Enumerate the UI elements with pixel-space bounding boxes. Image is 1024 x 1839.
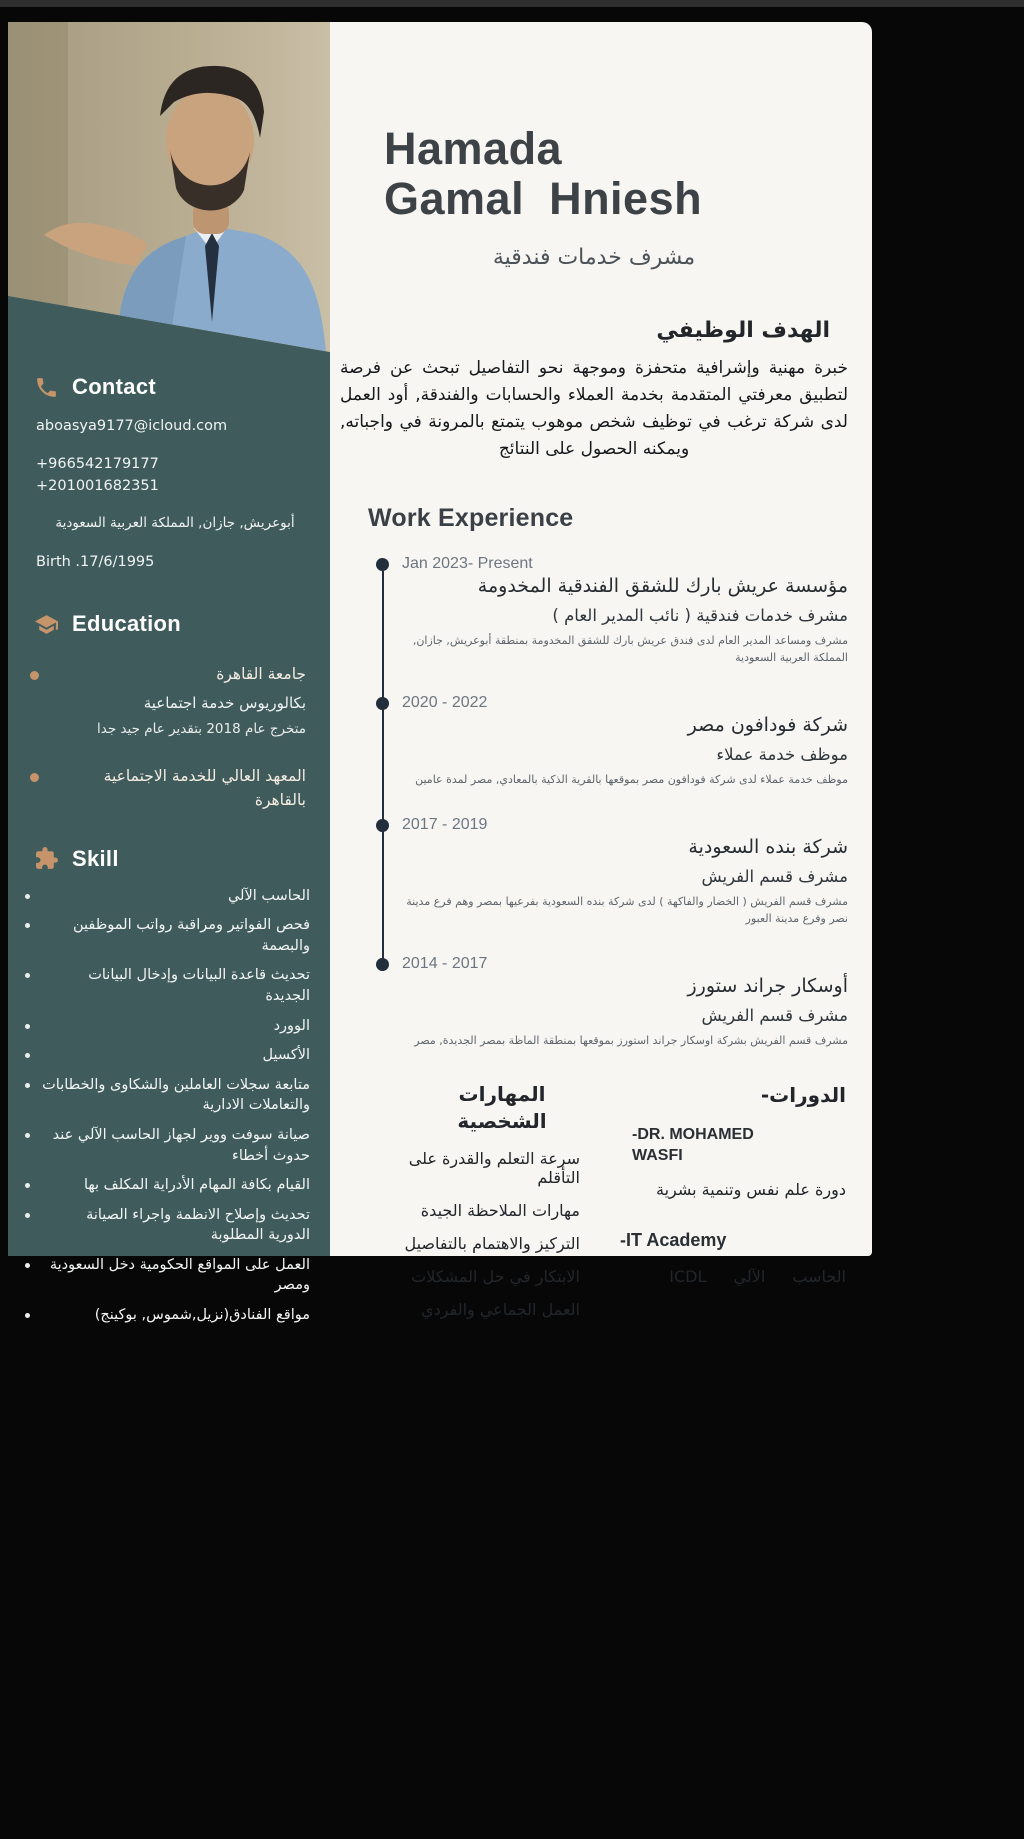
profile-photo	[8, 22, 330, 352]
objective-text: خبرة مهنية وإشرافية متحفزة وموجهة نحو التفاصيل تبحث عن فرصة لتطبيق معرفتي المتقدمة بخدمة العملاء والحسابات والفندقة, أود العمل لدى شركة ترغب في توظيف شخص موهوب يتمتع بالمرونة في واجباته, ويمكنه الحصول على النتائج	[340, 357, 848, 460]
work-entry-description: مشرف قسم الفريش ( الخضار والفاكهة ) لدى شركة بنده السعودية بفرعيها بمصر وهم فرع مدينة نصر وفرع مدينة العبور	[406, 894, 848, 925]
course-name-1: دورة علم نفس وتنمية بشرية	[656, 1180, 846, 1200]
education-title: Education	[72, 611, 182, 637]
profile-photo-illustration	[8, 22, 330, 352]
skill-header	[8, 846, 330, 872]
puzzle-icon	[34, 846, 59, 871]
work-experience-timeline	[376, 555, 848, 1049]
phone-icon	[34, 375, 59, 400]
skill-item: صيانة سوفت ووير لجهاز الحاسب الآلي عند حدوث أخطاء	[40, 1125, 310, 1166]
skill-title: Skill	[72, 845, 119, 871]
work-entry-company: شركة فودافون مصر	[687, 713, 848, 736]
contact-birth: Birth .17/6/1995	[36, 553, 155, 570]
contact-phone-1: +966542179177	[36, 455, 159, 472]
skill-item: القيام بكافة المهام الأدراية المكلف بها	[40, 1175, 310, 1196]
work-entry-date: 2020 - 2022	[402, 693, 488, 711]
personal-skills-title: المهارات الشخصية	[457, 1081, 547, 1133]
course-provider-2: -IT Academy	[620, 1230, 727, 1251]
skill-item: الحاسب الآلي	[40, 886, 310, 907]
work-entry-description: مشرف قسم الفريش بشركة اوسكار جراند استورز بموقعها بمنطقة الماظة بمصر الجديدة, مصر	[414, 1033, 848, 1047]
skill-item: متابعة سجلات العاملين والشكاوى والخطابات والتعاملات الادارية	[40, 1075, 310, 1116]
work-experience-entry	[376, 955, 848, 1049]
education-school: المعهد العالي للخدمة الاجتماعية بالقاهرة	[103, 767, 306, 809]
contact-title: Contact	[72, 374, 156, 399]
personal-skill-item: العمل الجماعي والفردي	[421, 1299, 580, 1319]
sidebar	[8, 22, 330, 1323]
education-degree: بكالوريوس خدمة اجتماعية	[143, 693, 306, 712]
contact-phone-2: +201001682351	[36, 477, 159, 494]
skill-item: العمل على المواقع الحكومية دخل السعودية ومصر	[40, 1255, 310, 1296]
education-header	[8, 611, 330, 637]
main-column	[330, 22, 872, 1319]
bottom-section	[370, 1077, 848, 1319]
work-entry-description: موظف خدمة عملاء لدى شركة فودافون مصر بموقعها بالقرية الذكية بالمعادي, مصر لمدة عامين	[415, 772, 848, 786]
work-experience-title: Work Experience	[368, 503, 574, 532]
skill-item: الوورد	[40, 1016, 310, 1037]
skill-item: فحص الفواتير ومراقبة رواتب الموظفين والبصمة	[40, 915, 310, 956]
candidate-job-title: مشرف خدمات فندقية	[492, 244, 696, 270]
skill-item: تحديث قاعدة البيانات وإدخال البيانات الجديدة	[40, 965, 310, 1006]
objective-title: الهدف الوظيفي	[656, 317, 830, 343]
work-entry-date: 2014 - 2017	[402, 954, 488, 972]
personal-skill-item: الابتكار في حل المشكلات	[411, 1266, 580, 1286]
skill-section	[8, 846, 330, 1326]
skill-item: تحديث وإصلاح الانظمة واجراء الصيانة الدورية المطلوبة	[40, 1205, 310, 1246]
candidate-name-line1: Hamada	[384, 123, 563, 174]
work-experience-entry	[376, 694, 848, 788]
contact-email: aboasya9177@icloud.com	[36, 418, 228, 434]
work-experience-entry	[376, 555, 848, 666]
work-experience-entry	[376, 816, 848, 927]
work-entry-role: مشرف قسم الفريش	[701, 866, 848, 886]
work-entry-company: شركة بنده السعودية	[688, 835, 848, 858]
top-strip	[0, 0, 1024, 7]
skill-item: مواقع الفنادق(نزيل,شموس, بوكينج)	[40, 1305, 310, 1326]
contact-header	[8, 374, 330, 400]
work-entry-role: مشرف قسم الفريش	[701, 1005, 848, 1025]
work-entry-company: أوسكار جراند ستورز	[687, 974, 848, 997]
education-school: جامعة القاهرة	[216, 665, 306, 684]
skill-item: الأكسيل	[40, 1045, 310, 1066]
education-section	[8, 611, 330, 812]
education-item-1	[8, 663, 330, 739]
course-name-2: الحاسب الآلي ICDL	[669, 1266, 846, 1286]
courses-section	[606, 1077, 848, 1319]
course-provider-1: -DR. MOHAMED WASFI	[632, 1125, 754, 1164]
courses-title: -الدورات	[760, 1082, 846, 1107]
work-entry-role: مشرف خدمات فندقية ( نائب المدير العام )	[552, 605, 848, 625]
contact-address: أبوعريش, جازان, المملكة العربية السعودية	[55, 515, 295, 532]
personal-skill-item: مهارات الملاحظة الجيدة	[420, 1200, 580, 1220]
personal-skills-section	[370, 1077, 580, 1319]
work-entry-date: 2017 - 2019	[402, 815, 488, 833]
candidate-name	[384, 124, 848, 225]
contact-body	[8, 400, 330, 573]
education-note: متخرج عام 2018 بتقدير عام جيد جدا	[97, 721, 306, 737]
resume-document	[8, 22, 872, 1323]
work-entry-date: Jan 2023- Present	[402, 554, 533, 572]
skill-list	[8, 886, 330, 1326]
personal-skill-item: التركيز والاهتمام بالتفاصيل	[404, 1233, 580, 1253]
work-entry-description: مشرف ومساعد المدير العام لدى فندق عريش بارك للشقق المخدومة بمنطقة أبوعريش, جازان, المملكة العربية السعودية	[412, 633, 848, 664]
personal-skills-list	[370, 1149, 580, 1319]
candidate-name-line2: Gamal Hniesh	[384, 173, 703, 225]
work-entry-company: مؤسسة عريش بارك للشقق الفندقية المخدومة	[477, 574, 848, 597]
personal-skill-item: سرعة التعلم والقدرة على التأقلم	[408, 1148, 580, 1187]
work-entry-role: موظف خدمة عملاء	[716, 744, 848, 764]
education-item-2	[8, 765, 330, 812]
contact-section	[8, 374, 330, 573]
graduation-cap-icon	[34, 612, 59, 637]
